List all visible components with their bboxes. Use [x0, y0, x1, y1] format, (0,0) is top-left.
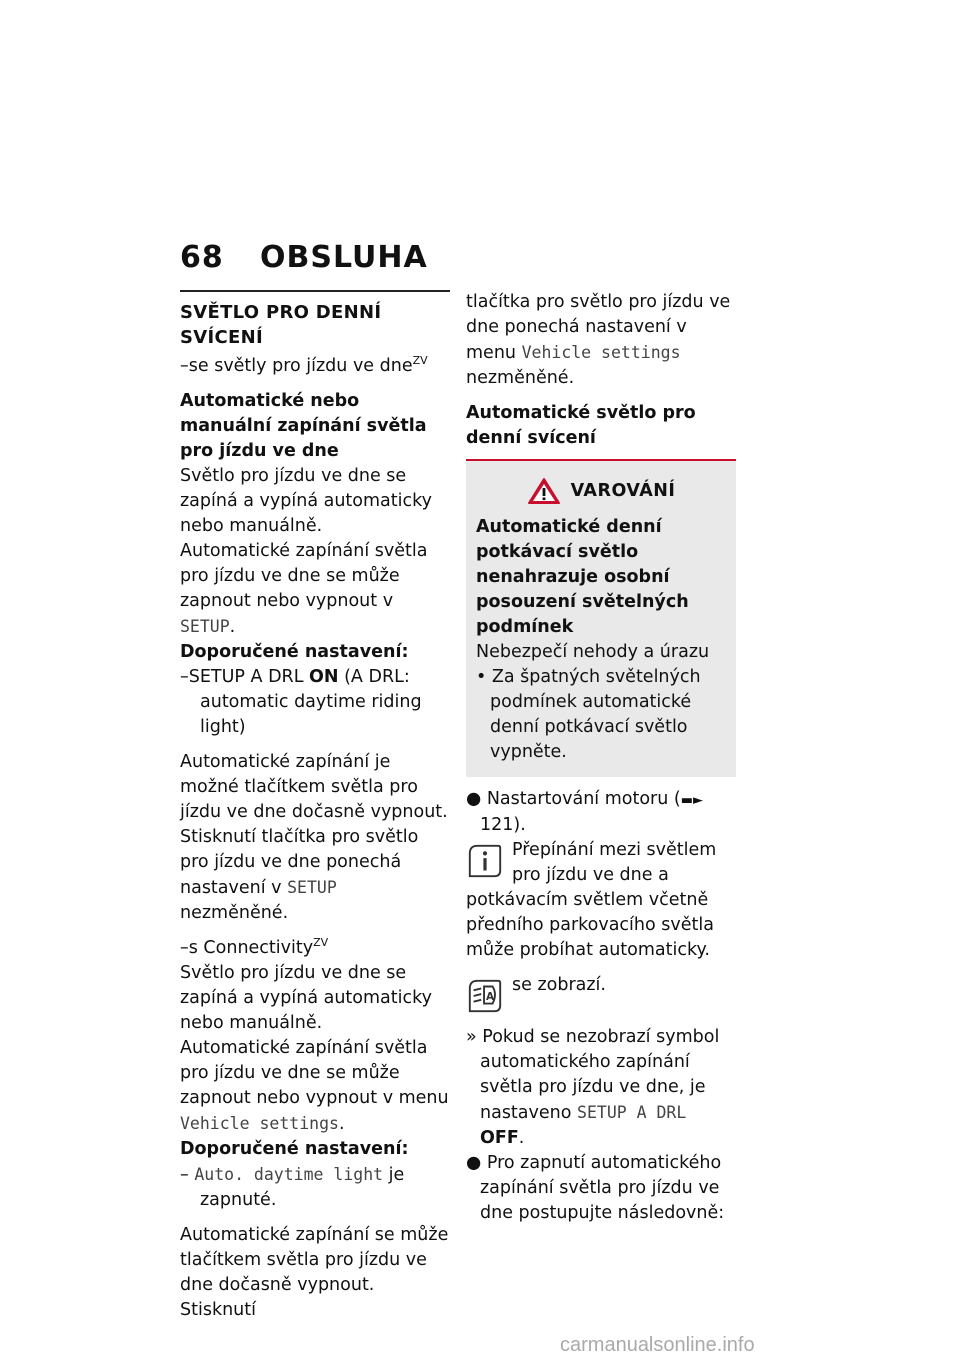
page-header: [180, 240, 428, 275]
section-rule: [180, 290, 450, 292]
symbol-note: [466, 973, 736, 1015]
right-column: [466, 290, 736, 1226]
step-item: ● Nastartování motoru (▬► 121).: [466, 789, 704, 835]
subheading: Automatické nebo manuální zapínání světla pro jízdu ve dne: [180, 391, 427, 461]
recommended-heading: Doporučené nastavení:: [180, 642, 409, 662]
warning-triangle-icon: [527, 477, 561, 505]
auto-daylight-symbol-icon: [466, 977, 504, 1015]
symbol-text: se zobrazí.: [512, 975, 606, 995]
paragraph: tlačítka pro světlo pro jízdu ve dne ponechá nastavení v menu Vehicle settings nezměněné.: [466, 292, 731, 388]
step-item: ● Pro zapnutí automatického zapínání světla pro jízdu ve dne postupujte následovně:: [466, 1153, 725, 1223]
warning-title: VAROVÁNÍ: [476, 477, 726, 505]
subheading: Automatické světlo pro denní svícení: [466, 403, 696, 448]
page-ref-arrow-icon: ▬►: [680, 793, 704, 808]
chapter-title: OBSLUHA: [260, 240, 428, 275]
result-item: » Pokud se nezobrazí symbol automatického zapínání světla pro jízdu ve dne, je nastaveno SETUP A DRL OFF.: [466, 1027, 720, 1148]
paragraph: Světlo pro jízdu ve dne se zapíná a vypíná automaticky nebo manuálně.: [180, 466, 432, 536]
recommended-item: –SETUP A DRL ON (A DRL: automatic daytime riding light): [180, 667, 422, 737]
info-icon: [466, 842, 504, 880]
paragraph: Automatické zapínání je možné tlačítkem světla pro jízdu ve dne dočasně vypnout. Stisknutí tlačítka pro světlo pro jízdu ve dne ponechá nastavení v SETUP nezměněné.: [180, 752, 448, 923]
left-column: [180, 290, 450, 1323]
variant-note: –s Connectivity$^{ZV}$: [180, 936, 329, 958]
page-number: 68: [180, 240, 224, 275]
recommended-item: – Auto. daytime light je zapnuté.: [180, 1165, 405, 1210]
paragraph: Automatické zapínání světla pro jízdu ve dne se může zapnout nebo vypnout v SETUP.: [180, 541, 428, 637]
watermark: carmanualsonline.info: [560, 1334, 755, 1356]
warning-heading: Automatické denní potkávací světlo nenahrazuje osobní posouzení světelných podmínek: [476, 517, 689, 637]
info-text: Přepínání mezi světlem pro jízdu ve dne a potkávacím světlem včetně předního parkovacího světla může probíhat automaticky.: [466, 840, 717, 960]
paragraph: Automatické zapínání se může tlačítkem světla pro jízdu ve dne dočasně vypnout. Stisknutí: [180, 1225, 449, 1320]
warning-box: [466, 461, 736, 777]
variant-note: –se světly pro jízdu ve dne$^{ZV}$: [180, 354, 428, 376]
section-title: SVĚTLO PRO DENNÍ SVÍCENÍ: [180, 302, 382, 348]
warning-bullet: • Za špatných světelných podmínek automatické denní potkávací světlo vypněte.: [476, 667, 701, 762]
svg-text:A: A: [485, 990, 495, 1003]
info-note: [466, 838, 736, 963]
warning-text: Nebezpečí nehody a úrazu: [476, 642, 710, 662]
paragraph: Světlo pro jízdu ve dne se zapíná a vypíná automaticky nebo manuálně.: [180, 963, 432, 1033]
recommended-heading: Doporučené nastavení:: [180, 1139, 409, 1159]
paragraph: Automatické zapínání světla pro jízdu ve dne se může zapnout nebo vypnout v menu Vehicle settings.: [180, 1038, 449, 1134]
